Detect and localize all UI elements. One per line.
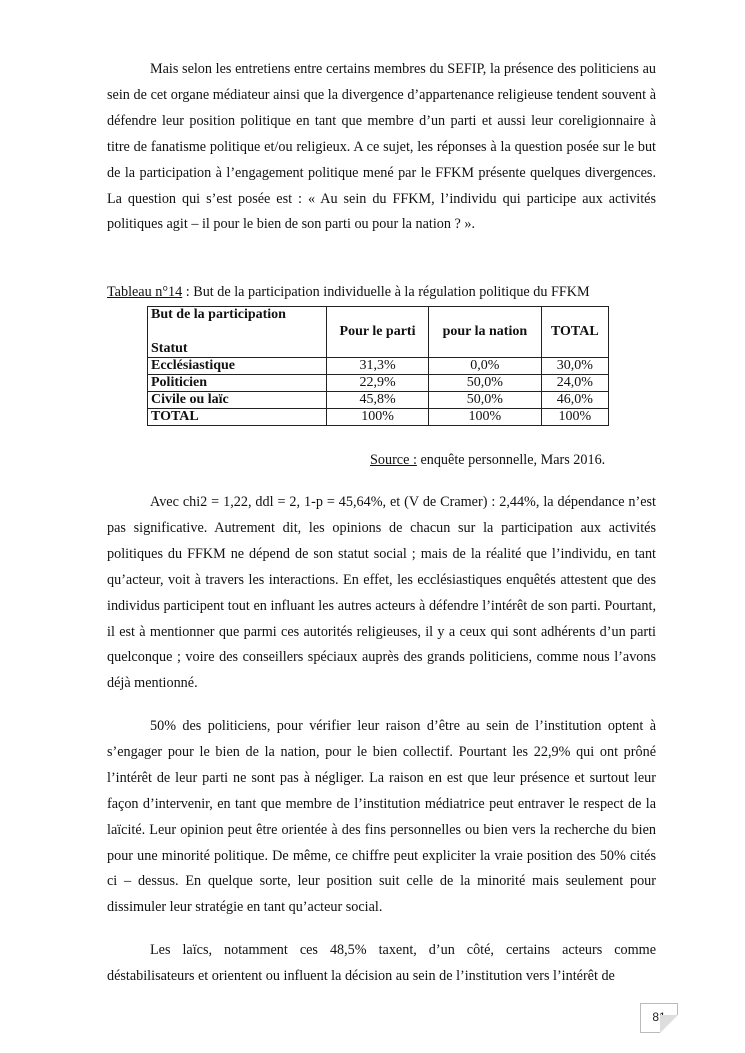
table-cell: 45,8%: [327, 392, 429, 409]
table-source: [370, 450, 605, 470]
table-header-row: [148, 307, 609, 358]
table-cell: 100%: [541, 409, 608, 426]
table-cell: 46,0%: [541, 392, 608, 409]
row-label: Civile ou laïc: [148, 392, 327, 409]
row-label: Politicien: [148, 375, 327, 392]
paragraph-analysis: Avec chi2 = 1,22, ddl = 2, 1-p = 45,64%, et (V de Cramer) : 2,44%, la dépendance n’est pas significative. Autrement dit, les opinions de chacun sur la participation aux activités politiques du FFKM ne dépend de son statut social ; mais de la réalité que l’individu, en tant qu’acteur, voit à travers les interactions. En effet, les ecclésiastiques enquêtés attestent que des individus participent tout en influant les autres acteurs à défendre l’intérêt de son parti. Pourtant, il est à mentionner que parmi ces autorités religieuses, il y a ceux qui sont adhérents d’un parti quelconque ; voire des conseillers spéciaux auprès des grands politiciens, comme nous l’avons déjà mentionné.: [107, 494, 656, 692]
column-header-nation: pour la nation: [429, 307, 542, 358]
table-row: [148, 375, 609, 392]
table-cell: 50,0%: [429, 375, 542, 392]
table-cell: 22,9%: [327, 375, 429, 392]
table-cell: 100%: [327, 409, 429, 426]
table-cell: 0,0%: [429, 358, 542, 375]
table-row: [148, 358, 609, 375]
row-label: TOTAL: [148, 409, 327, 426]
paragraph-intro: Mais selon les entretiens entre certains membres du SEFIP, la présence des politiciens au sein de cet organe médiateur ainsi que la divergence d’appartenance religieuse tendent souvent à défendre leur position politique en tant que membre d’un parti et aussi leur coreligionnaire à titre de fanatisme politique et/ou religieux. A ce sujet, les réponses à la question posée sur le but de la participation à l’engagement politique mené par le FFKM présente quelques divergences. La question qui s’est posée est : « Au sein du FFKM, l’individu qui participe aux activités politiques agit – il pour le bien de son parti ou pour la nation ? ».: [107, 61, 656, 233]
participation-table: [147, 306, 609, 426]
table-caption-label: Tableau n°14: [107, 284, 183, 300]
column-header-parti: Pour le parti: [327, 307, 429, 358]
source-text: enquête personnelle, Mars 2016.: [416, 452, 606, 468]
paragraph-laics: Les laïcs, notamment ces 48,5% taxent, d’un côté, certains acteurs comme déstabilisateurs et orientent ou influent la décision au sein de l’institution vers l’intérêt de: [107, 942, 656, 984]
column-header-total: TOTAL: [541, 307, 608, 358]
corner-label-top: But de la participation: [151, 307, 286, 322]
table-cell: 31,3%: [327, 358, 429, 375]
page-number: [640, 1003, 678, 1033]
page-curl-icon: [660, 1015, 678, 1033]
row-label: Ecclésiastique: [148, 358, 327, 375]
table-cell: 30,0%: [541, 358, 608, 375]
table-cell: 100%: [429, 409, 542, 426]
paragraph-politicians: 50% des politiciens, pour vérifier leur raison d’être au sein de l’institution optent à s’engager pour le bien de la nation, pour le bien collectif. Pourtant les 22,9% qui ont prôné l’intérêt de leur parti ne sont pas à négliger. La raison en est que leur présence et surtout leur façon d’intervenir, en tant que membre de l’institution médiatrice peut entraver le respect de la laïcité. Leur opinion peut être orientée à des fins personnelles ou bien vers la recherche du bien pour une minorité politique. De même, ce chiffre peut expliciter la vraie position des 50% cités ci – dessus. En quelque sorte, leur position suit celle de la minorité mais seulement pour dissimuler leur stratégie en tant qu’acteur social.: [107, 718, 656, 916]
source-label: Source :: [370, 452, 417, 468]
table-row: [148, 392, 609, 409]
table-caption: [107, 282, 590, 302]
table-corner-cell: [148, 307, 327, 358]
table-cell: 24,0%: [541, 375, 608, 392]
page-number-text: 81: [652, 1010, 666, 1024]
table-cell: 50,0%: [429, 392, 542, 409]
corner-label-bottom: Statut: [151, 341, 188, 356]
table-caption-text: : But de la participation individuelle à la régulation politique du FFKM: [182, 284, 590, 300]
table-row: [148, 409, 609, 426]
